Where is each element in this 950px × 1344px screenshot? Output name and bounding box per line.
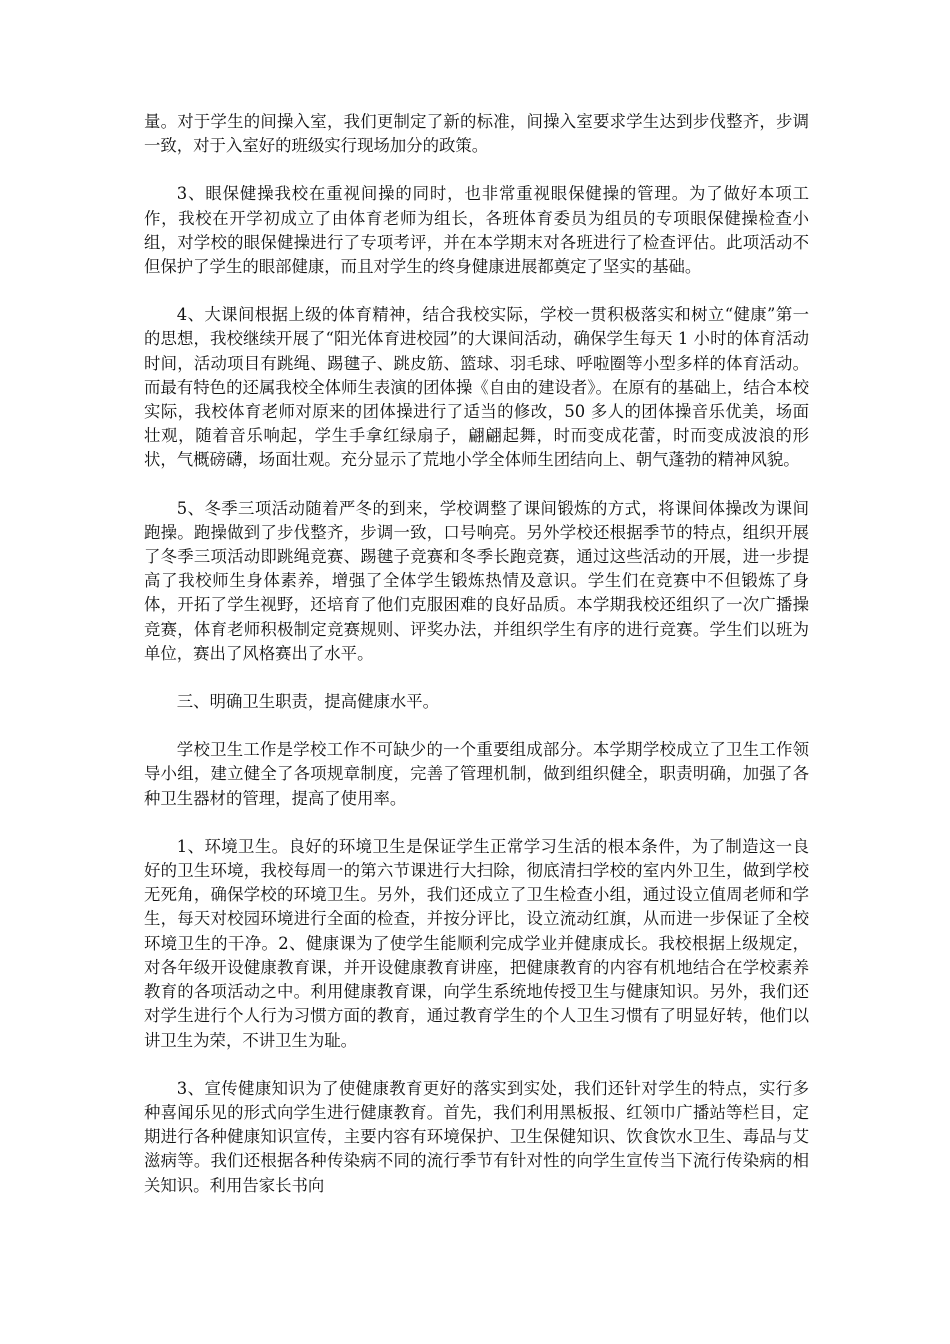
document-page [144,110,809,1222]
section-heading-hygiene: 三、明确卫生职责，提高健康水平。 [176,692,440,712]
paragraph-winter-activities: 5、冬季三项活动随着严冬的到来，学校调整了课间锻炼的方式，将课间体操改为课间跑操。跑操做到了步伐整齐，步调一致，口号响亮。另外学校还根据季节的特点，组织开展了冬季三项活动即跳绳竞赛、踢毽子竞赛和冬季长跑竞赛，通过这些活动的开展，进一步提高了我校师生身体素养，增强了全体学生锻炼热情及意识。学生们在竞赛中不但锻炼了身体，开拓了学生视野，还培育了他们克服困难的良好品质。本学期我校还组织了一次广播操竞赛，体育老师积极制定竞赛规则、评奖办法，并组织学生有序的进行竞赛。学生们以班为单位，赛出了风格赛出了水平。 [144,498,809,663]
paragraph-hygiene-intro: 学校卫生工作是学校工作不可缺少的一个重要组成部分。本学期学校成立了卫生工作领导小组，建立健全了各项规章制度，完善了管理机制，做到组织健全，职责明确，加强了各种卫生器材的管理，提高了使用率。 [144,740,809,808]
paragraph-inter-exercise-entry: 量。对于学生的间操入室，我们更制定了新的标准，间操入室要求学生达到步伐整齐，步调一致，对于入室好的班级实行现场加分的政策。 [144,112,809,156]
paragraph-health-knowledge: 3、宣传健康知识为了使健康教育更好的落实到实处，我们还针对学生的特点，实行多种喜闻乐见的形式向学生进行健康教育。首先，我们利用黑板报、红领巾广播站等栏目，定期进行各种健康知识宣传，主要内容有环境保护、卫生保健知识、饮食饮水卫生、毒品与艾滋病等。我们还根据各种传染病不同的流行季节有针对性的向学生宣传当下流行传染病的相关知识。利用告家长书向 [144,1078,809,1195]
paragraph-environment-hygiene: 1、环境卫生。良好的环境卫生是保证学生正常学习生活的根本条件，为了制造这一良好的卫生环境，我校每周一的第六节课进行大扫除，彻底清扫学校的室内外卫生，做到学校无死角，确保学校的环境卫生。另外，我们还成立了卫生检查小组，通过设立值周老师和学生，每天对校园环境进行全面的检查，并按分评比，设立流动红旗，从而进一步保证了全校环境卫生的干净。2、健康课为了使学生能顺利完成学业并健康成长。我校根据上级规定，对各年级开设健康教育课，并开设健康教育讲座，把健康教育的内容有机地结合在学校素养教育的各项活动之中。利用健康教育课，向学生系统地传授卫生与健康知识。另外，我们还对学生进行个人行为习惯方面的教育，通过教育学生的个人卫生习惯有了明显好转，他们以讲卫生为荣，不讲卫生为耻。 [144,836,809,1050]
paragraph-eye-exercise: 3、眼保健操我校在重视间操的同时，也非常重视眼保健操的管理。为了做好本项工作，我校在开学初成立了由体育老师为组长，各班体育委员为组员的专项眼保健操检查小组，对学校的眼保健操进行了专项考评，并在本学期末对各班进行了检查评估。此项活动不但保护了学生的眼部健康，而且对学生的终身健康进展都奠定了坚实的基础。 [144,184,809,277]
paragraph-big-break-activity: 4、大课间根据上级的体育精神，结合我校实际，学校一贯积极落实和树立“健康”第一的思想，我校继续开展了“阳光体育进校园”的大课间活动，确保学生每天 1 小时的体育活动时间，活动项目有跳绳、踢毽子、跳皮筋、篮球、羽毛球、呼啦圈等小型多样的体育活动。而最有特色的还属我校全体师生表演的团体操《自由的建设者》。在原有的基础上，结合本校实际，我校体育老师对原来的团体操进行了适当的修改，50 多人的团体操音乐优美，场面壮观，随着音乐响起，学生手拿红绿扇子，翩翩起舞，时而变成花蕾，时而变成波浪的形状，气概磅礴，场面壮观。充分显示了荒地小学全体师生团结向上、朝气蓬勃的精神风貌。 [144,305,809,470]
